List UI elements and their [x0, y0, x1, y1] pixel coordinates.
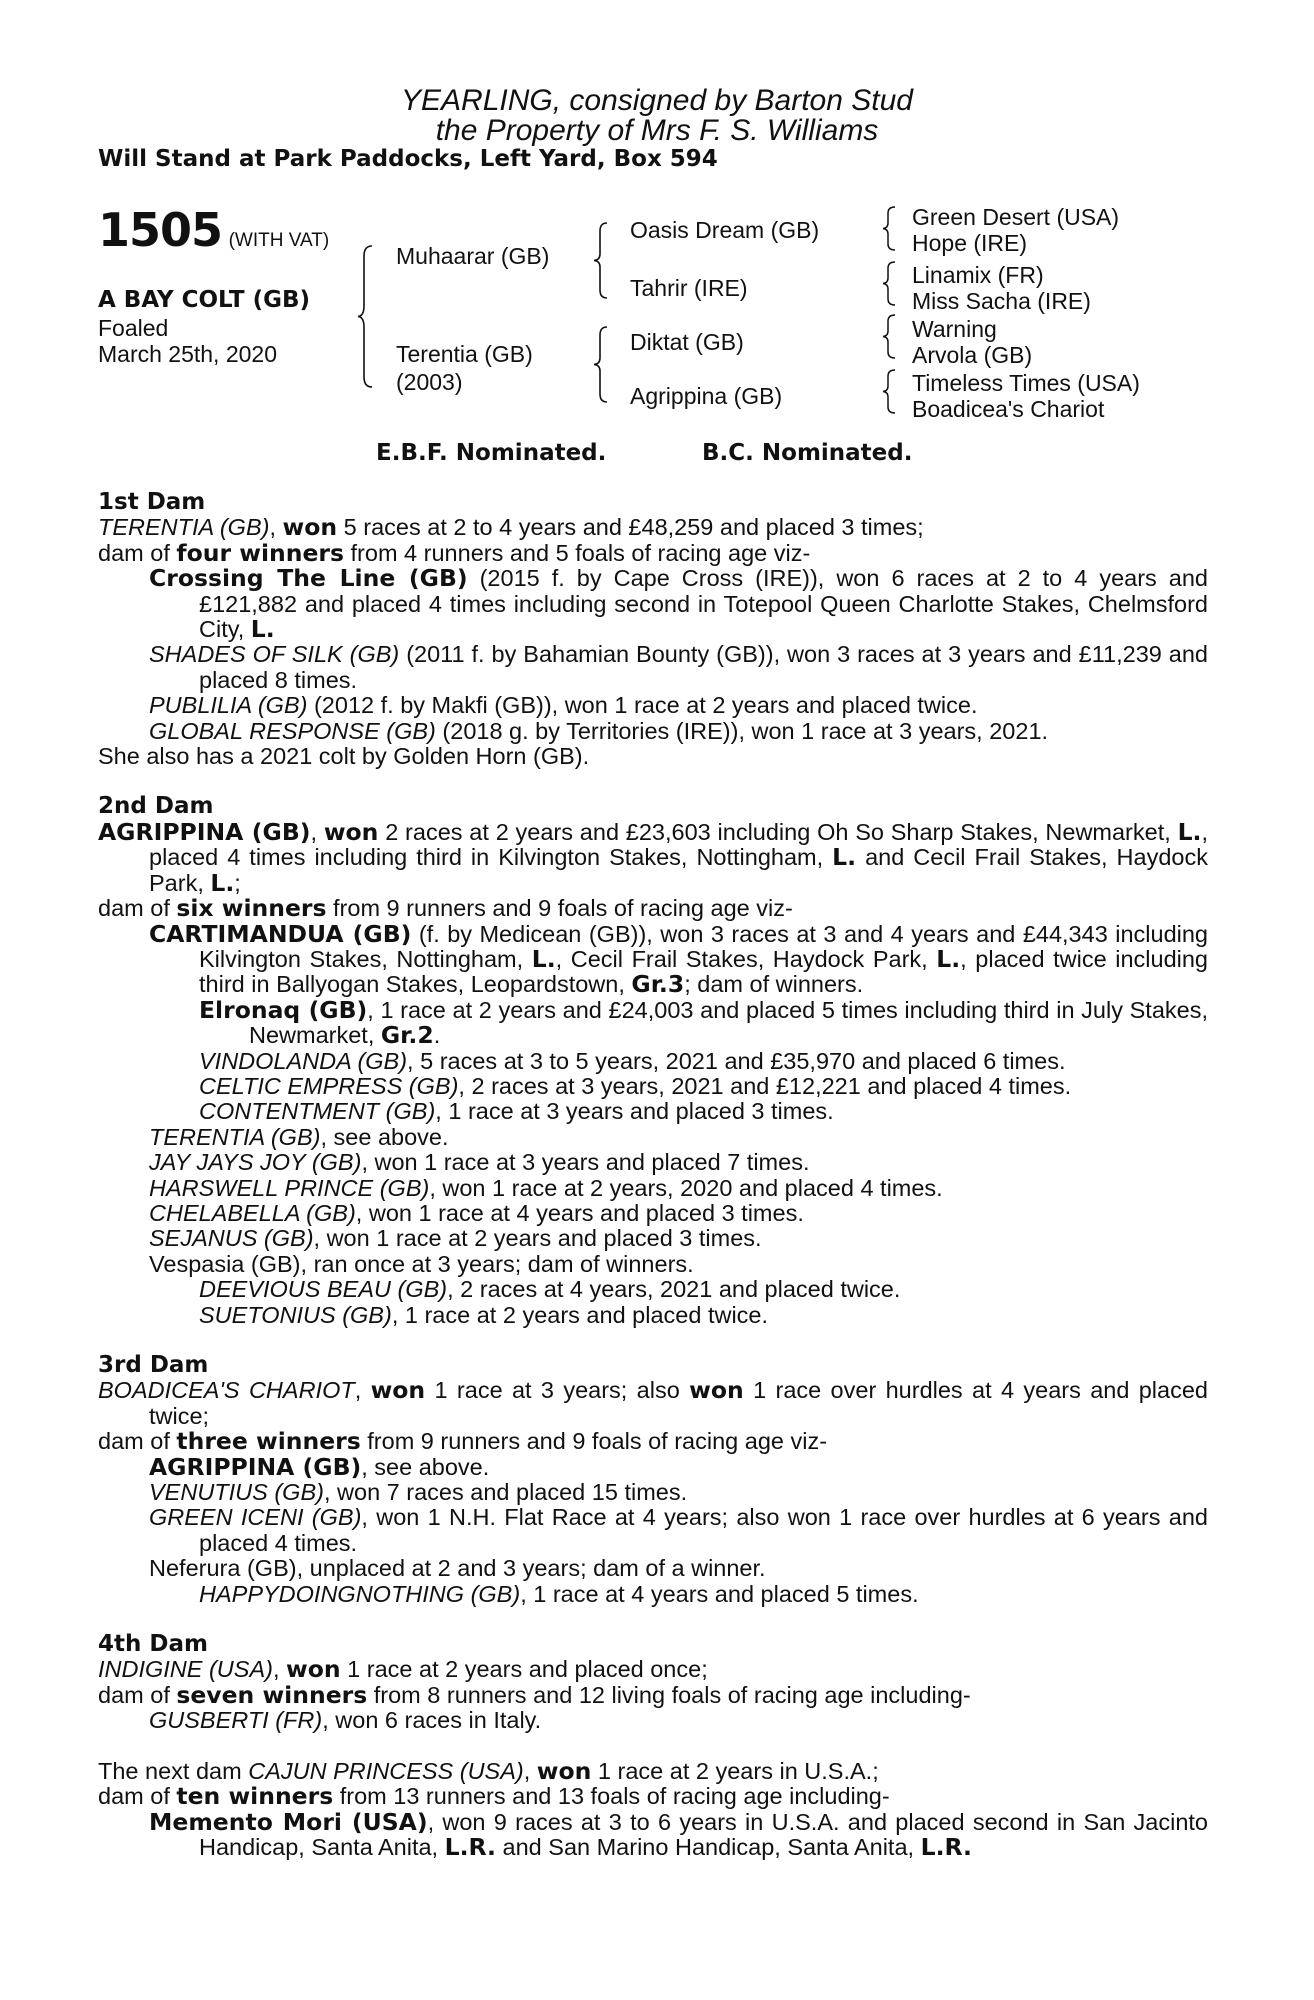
progeny-entry: [98, 1252, 1208, 1277]
pedigree-brace-dam: [592, 325, 612, 404]
text-run: ; dam of winners.: [684, 971, 864, 998]
progeny-entry: [98, 1150, 1208, 1175]
text-run: , won 1 N.H. Flat Race at 4 years; also won 1 race over hurdles at 6 years and placed 4 times.: [199, 1504, 1208, 1556]
section-title: 2nd Dam: [98, 793, 214, 820]
horse-title: A BAY COLT (GB): [98, 287, 311, 313]
bold-text: won: [536, 1756, 592, 1785]
dam-name: Terentia (GB): [396, 341, 533, 367]
progeny-entry: [98, 1807, 1209, 1861]
progeny-entry: [98, 1277, 1208, 1302]
progeny-entry: [98, 1556, 1208, 1581]
italic-name: SEJANUS (GB): [149, 1225, 314, 1252]
italic-name: TERENTIA (GB): [149, 1123, 321, 1150]
section-title: 4th Dam: [98, 1631, 208, 1658]
text-run: , won 1 race at 2 years and placed 3 times.: [313, 1225, 762, 1252]
progeny-entry: [98, 1176, 1208, 1201]
text-run: from 4 runners and 5 foals of racing age viz-: [344, 539, 811, 566]
bold-text: L.: [210, 868, 235, 897]
text-run: , 2 races at 3 years, 2021 and £12,221 and placed 4 times.: [458, 1072, 1072, 1099]
italic-name: CONTENTMENT (GB): [199, 1098, 436, 1125]
dam-section: [98, 794, 1208, 1328]
ebf-nomination: E.B.F. Nominated.: [376, 440, 607, 466]
dam-section: [98, 1353, 1208, 1607]
bold-text: L.: [936, 944, 961, 973]
text-run: ;: [234, 869, 241, 896]
section-title: 3rd Dam: [98, 1352, 209, 1378]
progeny-entry: [98, 642, 1208, 693]
bold-text: won: [370, 1376, 426, 1405]
text-run: 1 race at 3 years; also: [425, 1377, 690, 1404]
dam-section: [98, 1756, 1209, 1861]
italic-name: VENUTIUS (GB): [149, 1479, 324, 1506]
bold-text: ten winners: [176, 1782, 334, 1811]
text-run: (2011 f. by Bahamian Bounty (GB)), won 3 races at 3 years and £11,239 and placed 8 times.: [199, 641, 1208, 693]
text-run: dam of: [98, 1428, 177, 1455]
italic-name: SUETONIUS (GB): [199, 1301, 392, 1328]
bold-text: L.: [832, 843, 857, 872]
text-run: , won 1 race at 4 years and placed 3 times.: [355, 1199, 804, 1226]
bold-text: L.: [250, 615, 275, 644]
text-run: dam of: [98, 1681, 177, 1708]
text-run: dam of: [98, 539, 177, 566]
text-run: .: [433, 1022, 441, 1049]
progeny-entry: [98, 1505, 1208, 1556]
dam-record-line: [98, 817, 1208, 897]
bold-text: AGRIPPINA (GB): [98, 817, 311, 846]
bc-nomination: B.C. Nominated.: [702, 440, 913, 466]
vat-label: (WITH VAT): [228, 230, 330, 251]
produce-record: [98, 490, 1208, 1860]
dam-record-line: [98, 744, 1208, 769]
italic-name: PUBLILIA (GB): [149, 692, 308, 719]
progeny-entry: [98, 566, 1208, 642]
text-run: (f. by Medicean (GB)), won 3 races at 3 and 4 years and £44,343 including Kilvington Stakes, Nottingham,: [199, 920, 1209, 972]
progeny-entry: [98, 1452, 1208, 1481]
ped-g3-3: Linamix (FR): [912, 262, 1044, 288]
pedigree-brace-ss: [881, 205, 899, 252]
progeny-entry: [98, 1582, 1208, 1607]
text-run: 5 races at 2 to 4 years and £48,259 and placed 3 times;: [337, 514, 924, 541]
text-run: , see above.: [320, 1123, 449, 1150]
progeny-entry: [98, 1125, 1208, 1150]
progeny-entry: [98, 1226, 1208, 1251]
text-run: ,: [310, 818, 324, 845]
progeny-entry: [98, 1099, 1208, 1124]
bold-text: six winners: [176, 894, 327, 923]
italic-name: VINDOLANDA (GB): [199, 1047, 408, 1074]
bold-text: seven winners: [176, 1680, 368, 1709]
text-run: from 9 runners and 9 foals of racing age viz-: [326, 895, 793, 922]
ped-g3-6: Arvola (GB): [912, 342, 1033, 368]
ped-g3-4: Miss Sacha (IRE): [912, 288, 1091, 314]
progeny-entry: [98, 1049, 1208, 1074]
bold-text: Gr.2: [380, 1021, 434, 1050]
dam-year: (2003): [396, 369, 463, 395]
foaled-label: Foaled: [98, 315, 169, 341]
progeny-entry: [98, 1480, 1208, 1505]
bold-text: L.: [1177, 817, 1202, 846]
bold-text: CARTIMANDUA (GB): [149, 919, 412, 948]
text-run: , see above.: [361, 1453, 490, 1480]
pedigree-brace-ds: [881, 313, 899, 360]
ped-g3-8: Boadicea's Chariot: [912, 396, 1105, 422]
bold-text: Memento Mori (USA): [149, 1807, 428, 1836]
bold-text: won: [323, 817, 379, 846]
sire-sire: Oasis Dream (GB): [630, 217, 820, 243]
dam-sire: Diktat (GB): [630, 329, 744, 355]
bold-text: AGRIPPINA (GB): [149, 1452, 362, 1481]
dam-record-line: [98, 538, 1208, 567]
property-line: the Property of Mrs F. S. Williams: [435, 114, 879, 147]
text-run: The next dam: [98, 1757, 249, 1784]
dam-record-line: [98, 1657, 1208, 1682]
dam-record-line: [98, 1784, 1208, 1809]
pedigree-brace-sd: [881, 260, 899, 307]
progeny-entry: [98, 1303, 1208, 1328]
italic-name: INDIGINE (USA): [98, 1656, 273, 1683]
text-run: , 1 race at 2 years and £24,003 and placed 5 times including third in July Stakes, Newmarket,: [249, 996, 1208, 1049]
text-run: from 8 runners and 12 living foals of racing age including-: [367, 1681, 971, 1708]
bold-text: won: [689, 1376, 744, 1405]
bold-text: won: [286, 1655, 341, 1684]
text-run: ,: [269, 514, 283, 541]
text-run: , won 9 races at 3 to 6 years in U.S.A. and placed second in San Jacinto Handicap, Santa Anita,: [199, 1808, 1209, 1860]
bold-text: Elronaq (GB): [199, 995, 368, 1024]
text-run: (2015 f. by Cape Cross (IRE)), won 6 races at 2 to 4 years and £121,882 and placed 4 times including second in Totepool Queen Charlotte Stakes, Chelmsford City,: [199, 565, 1208, 643]
bold-text: Crossing The Line (GB): [149, 564, 468, 593]
dam-record-line: [98, 515, 1208, 540]
bold-text: three winners: [176, 1427, 361, 1456]
italic-name: HARSWELL PRINCE (GB): [149, 1174, 430, 1201]
italic-name: TERENTIA (GB): [98, 514, 270, 541]
text-run: ,: [354, 1377, 371, 1404]
foaled-date: March 25th, 2020: [98, 341, 278, 367]
italic-name: HAPPYDOINGNOTHING (GB): [199, 1580, 521, 1607]
ped-g3-7: Timeless Times (USA): [912, 370, 1140, 396]
text-run: (2018 g. by Territories (IRE)), won 1 race at 3 years, 2021.: [435, 717, 1049, 744]
dam-section: [98, 490, 1208, 769]
text-run: (2012 f. by Makfi (GB)), won 1 race at 2 years and placed twice.: [307, 692, 978, 719]
italic-name: SHADES OF SILK (GB): [149, 641, 400, 668]
text-run: from 9 runners and 9 foals of racing age viz-: [360, 1428, 828, 1455]
progeny-entry: [98, 719, 1208, 744]
text-run: , won 1 race at 2 years, 2020 and placed 4 times.: [429, 1174, 943, 1201]
ped-g3-2: Hope (IRE): [912, 230, 1028, 256]
text-run: , 1 race at 3 years and placed 3 times.: [435, 1098, 834, 1125]
italic-name: GUSBERTI (FR): [149, 1707, 323, 1734]
lot-number: 1505: [98, 203, 223, 257]
italic-name: GREEN ICENI (GB): [149, 1504, 362, 1531]
dam-record-line: [98, 1378, 1208, 1429]
text-run: , placed 4 times including third in Kilvington Stakes, Nottingham,: [149, 818, 1208, 871]
text-run: from 13 runners and 13 foals of racing age including-: [333, 1783, 890, 1810]
text-run: , won 1 race at 3 years and placed 7 times.: [361, 1149, 810, 1176]
dam-record-line: [98, 1429, 1208, 1454]
dam-record-line: [98, 896, 1208, 921]
bold-text: L.R.: [920, 1832, 972, 1861]
text-run: and Cecil Frail Stakes, Haydock Park,: [149, 844, 1208, 896]
text-run: 1 race at 2 years in U.S.A.;: [591, 1757, 879, 1784]
italic-name: GLOBAL RESPONSE (GB): [149, 717, 436, 744]
pedigree-brace-main: [356, 244, 378, 389]
sire-dam: Tahrir (IRE): [630, 275, 748, 301]
text-run: dam of: [98, 895, 177, 922]
italic-name: DEEVIOUS BEAU (GB): [199, 1276, 448, 1303]
progeny-entry: [98, 1201, 1208, 1226]
text-run: 1 race at 2 years and placed once;: [340, 1656, 708, 1683]
text-run: , Cecil Frail Stakes, Haydock Park,: [555, 945, 937, 972]
pedigree-brace-sire: [592, 221, 612, 300]
consignment-line: YEARLING, consigned by Barton Stud: [401, 84, 913, 117]
text-run: ,: [272, 1656, 287, 1683]
text-run: and San Marino Handicap, Santa Anita,: [496, 1833, 921, 1860]
bold-text: L.: [531, 944, 556, 973]
text-run: 1 race over hurdles at 4 years and placed twice;: [149, 1377, 1208, 1429]
pedigree-brace-dd: [881, 368, 899, 415]
progeny-entry: [98, 919, 1209, 999]
progeny-entry: [98, 693, 1208, 718]
italic-name: CAJUN PRINCESS (USA): [248, 1757, 524, 1784]
text-run: , 2 races at 4 years, 2021 and placed twice.: [447, 1276, 901, 1303]
dam-dam: Agrippina (GB): [630, 383, 783, 409]
text-run: dam of: [98, 1783, 177, 1810]
progeny-entry: [98, 1074, 1208, 1099]
stable-location: Will Stand at Park Paddocks, Left Yard, Box 594: [98, 146, 718, 172]
lot-header: [98, 203, 329, 257]
ped-g3-5: Warning: [912, 316, 997, 342]
italic-name: JAY JAYS JOY (GB): [149, 1149, 362, 1176]
bold-text: four winners: [176, 538, 344, 567]
text-run: , 5 races at 3 to 5 years, 2021 and £35,970 and placed 6 times.: [407, 1047, 1066, 1074]
ped-g3-1: Green Desert (USA): [912, 204, 1120, 230]
dam-section: [98, 1632, 1208, 1734]
progeny-entry: [98, 1708, 1208, 1733]
text-run: Neferura (GB), unplaced at 2 and 3 years; dam of a winner.: [149, 1555, 766, 1582]
dam-record-line: [98, 1756, 1208, 1785]
text-run: ,: [523, 1757, 537, 1784]
text-run: , won 7 races and placed 15 times.: [323, 1479, 688, 1506]
italic-name: CELTIC EMPRESS (GB): [199, 1072, 459, 1099]
text-run: , won 6 races in Italy.: [322, 1707, 542, 1734]
text-run: , placed twice including third in Ballyogan Stakes, Leopardstown,: [199, 945, 1209, 998]
bold-text: Gr.3: [631, 970, 685, 999]
italic-name: CHELABELLA (GB): [149, 1199, 356, 1226]
text-run: , 1 race at 2 years and placed twice.: [391, 1301, 769, 1328]
italic-name: BOADICEA'S CHARIOT: [98, 1377, 355, 1404]
text-run: She also has a 2021 colt by Golden Horn (GB).: [98, 743, 590, 770]
bold-text: won: [282, 513, 338, 542]
bold-text: L.R.: [444, 1832, 496, 1861]
text-run: , 1 race at 4 years and placed 5 times.: [520, 1580, 919, 1607]
text-run: Vespasia (GB), ran once at 3 years; dam of winners.: [149, 1250, 694, 1277]
text-run: 2 races at 2 years and £23,603 including Oh So Sharp Stakes, Newmarket,: [378, 818, 1178, 845]
sire-name: Muhaarar (GB): [396, 243, 550, 269]
dam-record-line: [98, 1680, 1208, 1709]
section-title: 1st Dam: [98, 489, 206, 515]
progeny-entry: [98, 995, 1208, 1050]
